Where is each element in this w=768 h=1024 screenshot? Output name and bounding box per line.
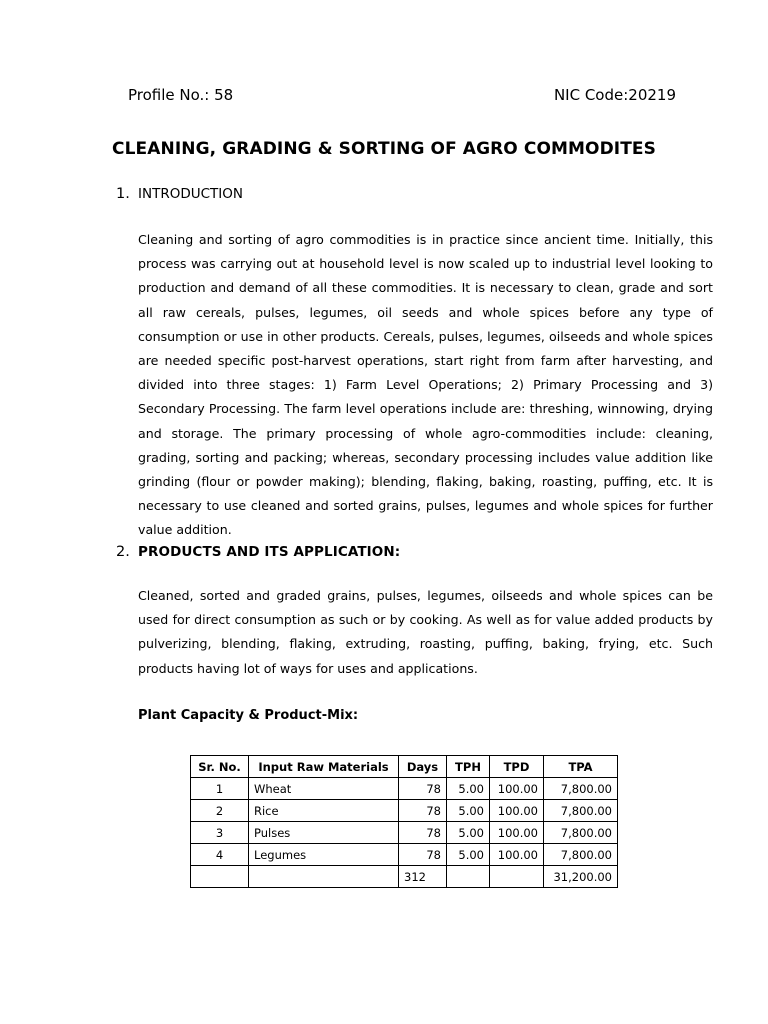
- column-header-tpa: TPA: [544, 756, 618, 778]
- column-header-input-raw-materials: Input Raw Materials: [249, 756, 399, 778]
- table-row: [191, 800, 618, 822]
- section-number: 1.: [116, 186, 130, 202]
- cell-material: Wheat: [249, 778, 399, 800]
- cell-tpd: 100.00: [490, 844, 544, 866]
- plant-capacity-table: [190, 755, 618, 888]
- table-total-row: [191, 866, 618, 888]
- cell-tph: [447, 866, 490, 888]
- introduction-paragraph: Cleaning and sorting of agro commodities is in practice since ancient time. Initially, this process was carrying out at household level is now scaled up to industrial level looking to production and demand of all these commodities. It is necessary to clean, grade and sort all raw cereals, pulses, legumes, oil seeds and whole spices before any type of consumption or use in other products. Cereals, pulses, legumes, oilseeds and whole spices are needed specific post-harvest operations, start right from farm after harvesting, and divided into three stages: 1) Farm Level Operations; 2) Primary Processing and 3) Secondary Processing. The farm level operations include are: threshing, winnowing, drying and storage. The primary processing of whole agro-commodities include: cleaning, grading, sorting and packing; whereas, secondary processing includes value addition like grinding (flour or powder making); blending, flaking, baking, roasting, puffing, etc. It is necessary to use cleaned and sorted grains, pulses, legumes and whole spices for further value addition.: [138, 232, 713, 538]
- cell-tpa: 7,800.00: [544, 822, 618, 844]
- column-header-tph: TPH: [447, 756, 490, 778]
- cell-tpa: 7,800.00: [544, 778, 618, 800]
- cell-days: 78: [399, 800, 447, 822]
- cell-total-days: 312: [399, 866, 447, 888]
- section-introduction-heading: [116, 186, 243, 202]
- profile-number: Profile No.: 58: [128, 86, 234, 104]
- cell-days: 78: [399, 844, 447, 866]
- cell-tph: 5.00: [447, 822, 490, 844]
- cell-material: [249, 866, 399, 888]
- nic-code: NIC Code:20219: [553, 86, 676, 104]
- cell-sr-no: 1: [191, 778, 249, 800]
- section-title: INTRODUCTION: [138, 186, 243, 202]
- cell-sr-no: [191, 866, 249, 888]
- section-title: PRODUCTS AND ITS APPLICATION:: [138, 544, 401, 560]
- cell-tpa: 7,800.00: [544, 844, 618, 866]
- cell-tpd: [490, 866, 544, 888]
- products-paragraph: Cleaned, sorted and graded grains, pulses, legumes, oilseeds and whole spices can be used for direct consumption as such or by cooking. As well as for value added products by pulverizing, blending, flaking, extruding, roasting, puffing, baking, frying, etc. Such products having lot of ways for uses and applications.: [138, 588, 713, 676]
- section-number: 2.: [116, 544, 130, 560]
- cell-tpd: 100.00: [490, 800, 544, 822]
- cell-tph: 5.00: [447, 800, 490, 822]
- cell-tph: 5.00: [447, 844, 490, 866]
- cell-tpa: 7,800.00: [544, 800, 618, 822]
- cell-days: 78: [399, 822, 447, 844]
- cell-days: 78: [399, 778, 447, 800]
- cell-tpd: 100.00: [490, 778, 544, 800]
- cell-material: Rice: [249, 800, 399, 822]
- cell-sr-no: 4: [191, 844, 249, 866]
- plant-capacity-heading: Plant Capacity & Product-Mix:: [138, 708, 359, 723]
- table-row: [191, 844, 618, 866]
- table-row: [191, 778, 618, 800]
- cell-total-tpa: 31,200.00: [544, 866, 618, 888]
- cell-material: Pulses: [249, 822, 399, 844]
- cell-sr-no: 3: [191, 822, 249, 844]
- cell-tph: 5.00: [447, 778, 490, 800]
- cell-material: Legumes: [249, 844, 399, 866]
- column-header-tpd: TPD: [490, 756, 544, 778]
- column-header-days: Days: [399, 756, 447, 778]
- cell-sr-no: 2: [191, 800, 249, 822]
- section-products-heading: [116, 544, 400, 560]
- cell-tpd: 100.00: [490, 822, 544, 844]
- table-header-row: [191, 756, 618, 778]
- document-title: CLEANING, GRADING & SORTING OF AGRO COMMODITES: [112, 139, 656, 159]
- document-header: [128, 86, 676, 108]
- table-row: [191, 822, 618, 844]
- column-header-sr-no: Sr. No.: [191, 756, 249, 778]
